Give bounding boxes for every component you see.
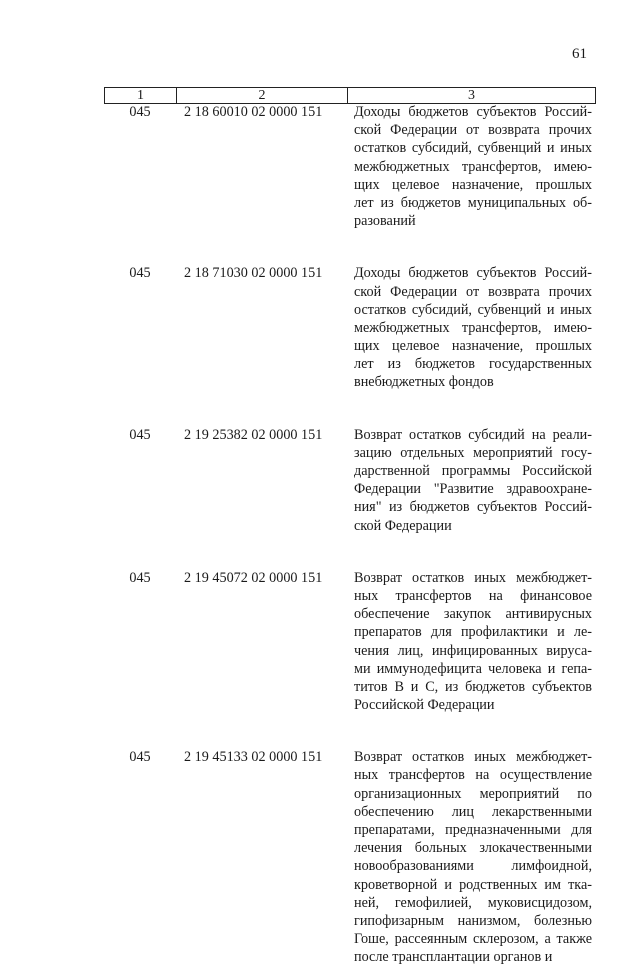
admin-code: 045 [129,104,151,120]
description-line: Доходы бюджетов субъектов Россий- [354,265,592,282]
description-line: гипофизарным нанизмом, болезнью [354,912,592,929]
income-description [354,426,592,535]
description-line: лечения больных злокачественными [354,840,592,857]
description-line: обеспечению лиц лекарственными [354,803,592,820]
budget-classification-code: 2 18 71030 02 0000 151 [184,265,323,282]
description-line: остатков субсидий, субвенций и иных [354,140,592,157]
admin-code: 045 [129,265,151,282]
income-description [354,264,592,391]
admin-code: 045 [129,749,151,766]
description-line: разований [354,213,416,230]
table-row [104,264,596,391]
description-line: Возврат остатков иных межбюджет- [354,749,592,766]
budget-classification-code: 2 19 45072 02 0000 151 [184,569,323,586]
table-row [104,426,596,535]
description-line: ных трансфертов на осуществление [354,767,592,784]
description-line: Гоше, рассеянным склерозом, а также [354,931,592,948]
description-line: ней, гемофилией, муковисцидозом, [354,894,592,911]
table-body [104,103,596,967]
income-description [354,103,592,230]
description-line: лет из бюджетов государственных [354,356,592,373]
header-col-2: 2 [177,88,348,103]
description-line: новообразованиями лимфоидной, [354,858,592,875]
description-line: организационных мероприятий по [354,785,592,802]
description-line: титов В и С, из бюджетов субъектов [354,678,592,695]
description-line: после трансплантации органов и [354,949,553,966]
admin-code: 045 [129,569,151,586]
description-line: Возврат остатков субсидий на реали- [354,426,592,443]
budget-classification-code: 2 18 60010 02 0000 151 [184,104,323,120]
description-line: зацию отдельных мероприятий госу- [354,444,592,461]
income-description [354,748,592,966]
table-row [104,748,596,966]
income-description [354,569,592,715]
description-line: ской Федерации от возврата прочих [354,122,592,139]
header-col-3: 3 [468,88,475,103]
description-line: препаратами, предназначенными для [354,822,592,838]
table-row [104,569,596,715]
description-line: дарственной программы Российской [354,463,592,479]
description-line: Доходы бюджетов субъектов Россий- [354,104,592,120]
description-line: кроветворной и родственных им тка- [354,876,592,893]
description-line: межбюджетных трансфертов, имею- [354,319,592,336]
description-line: ния" из бюджетов субъектов Россий- [354,499,592,516]
description-line: Российской Федерации [354,697,495,714]
description-line: чения лиц, инфицированных вируса- [354,642,592,659]
budget-classification-code: 2 19 45133 02 0000 151 [184,749,323,766]
description-line: остатков субсидий, субвенций и иных [354,301,592,318]
description-line: щих целевое назначение, прошлых [354,176,592,193]
table-header [104,87,596,104]
description-line: ской Федерации от возврата прочих [354,283,592,300]
description-line: ных трансфертов на финансовое [354,587,592,604]
description-line: препаратов для профилактики и ле- [354,624,592,641]
table-row [104,103,596,230]
description-line: Возврат остатков иных межбюджет- [354,569,592,586]
description-line: Федерации "Развитие здравоохране- [354,481,592,498]
page-number: 61 [572,46,587,62]
description-line: щих целевое назначение, прошлых [354,338,592,355]
description-line: межбюджетных трансфертов, имею- [354,158,592,175]
budget-classification-code: 2 19 25382 02 0000 151 [184,426,323,443]
description-line: внебюджетных фондов [354,374,494,391]
description-line: обеспечение закупок антивирусных [354,606,592,623]
admin-code: 045 [129,426,151,443]
description-line: ской Федерации [354,517,452,534]
header-col-1: 1 [105,88,177,103]
description-line: лет из бюджетов муниципальных об- [354,194,592,211]
description-line: ми иммунодефицита человека и гепа- [354,660,592,677]
